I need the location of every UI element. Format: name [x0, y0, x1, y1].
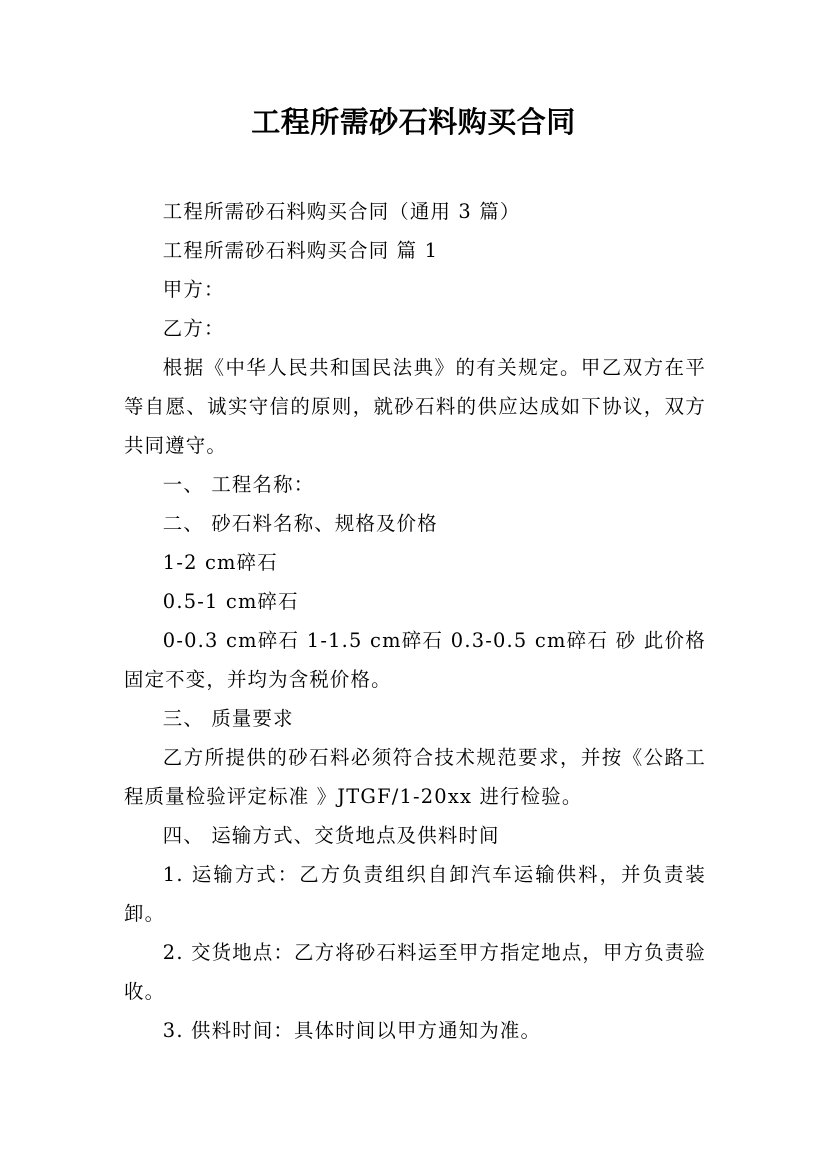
paragraph-spec-2: 0.5-1 cm碎石 — [162, 590, 299, 613]
paragraph-clause-4: 四、 运输方式、交货地点及供料时间 — [162, 824, 500, 847]
paragraph-clause-1: 一、 工程名称： — [162, 473, 315, 496]
document-body — [124, 192, 706, 1050]
paragraph-subtitle: 工程所需砂石料购买合同（通用 3 篇） — [162, 200, 521, 223]
paragraph-party-a: 甲方： — [162, 278, 225, 301]
paragraph-clause-2: 二、 砂石料名称、规格及价格 — [162, 512, 438, 535]
paragraph-preamble: 根据《中华人民共和国民法典》的有关规定。甲乙双方在平等自愿、诚实守信的原则，就砂石料的供应达成如下协议，双方共同遵守。 — [124, 356, 706, 457]
paragraph-clause-3: 三、 质量要求 — [162, 707, 294, 730]
paragraph-party-b: 乙方： — [162, 317, 225, 340]
paragraph-spec-1: 1-2 cm碎石 — [162, 551, 278, 574]
paragraph-quality: 乙方所提供的砂石料必须符合技术规范要求，并按《公路工程质量检验评定标准 》JTGF/1-20xx 进行检验。 — [124, 746, 706, 808]
document-title: 工程所需砂石料购买合同 — [251, 105, 576, 139]
paragraph-transport: 1. 运输方式：乙方负责组织自卸汽车运输供料，并负责装卸。 — [124, 863, 706, 925]
paragraph-spec-3: 0-0.3 cm碎石 1-1.5 cm碎石 0.3-0.5 cm碎石 砂 此价格固定不变，并均为含税价格。 — [124, 629, 706, 691]
paragraph-supply-time: 3. 供料时间：具体时间以甲方通知为准。 — [162, 1019, 542, 1042]
paragraph-section-heading: 工程所需砂石料购买合同 篇 1 — [162, 239, 439, 262]
paragraph-delivery: 2. 交货地点：乙方将砂石料运至甲方指定地点，甲方负责验收。 — [124, 941, 706, 1003]
